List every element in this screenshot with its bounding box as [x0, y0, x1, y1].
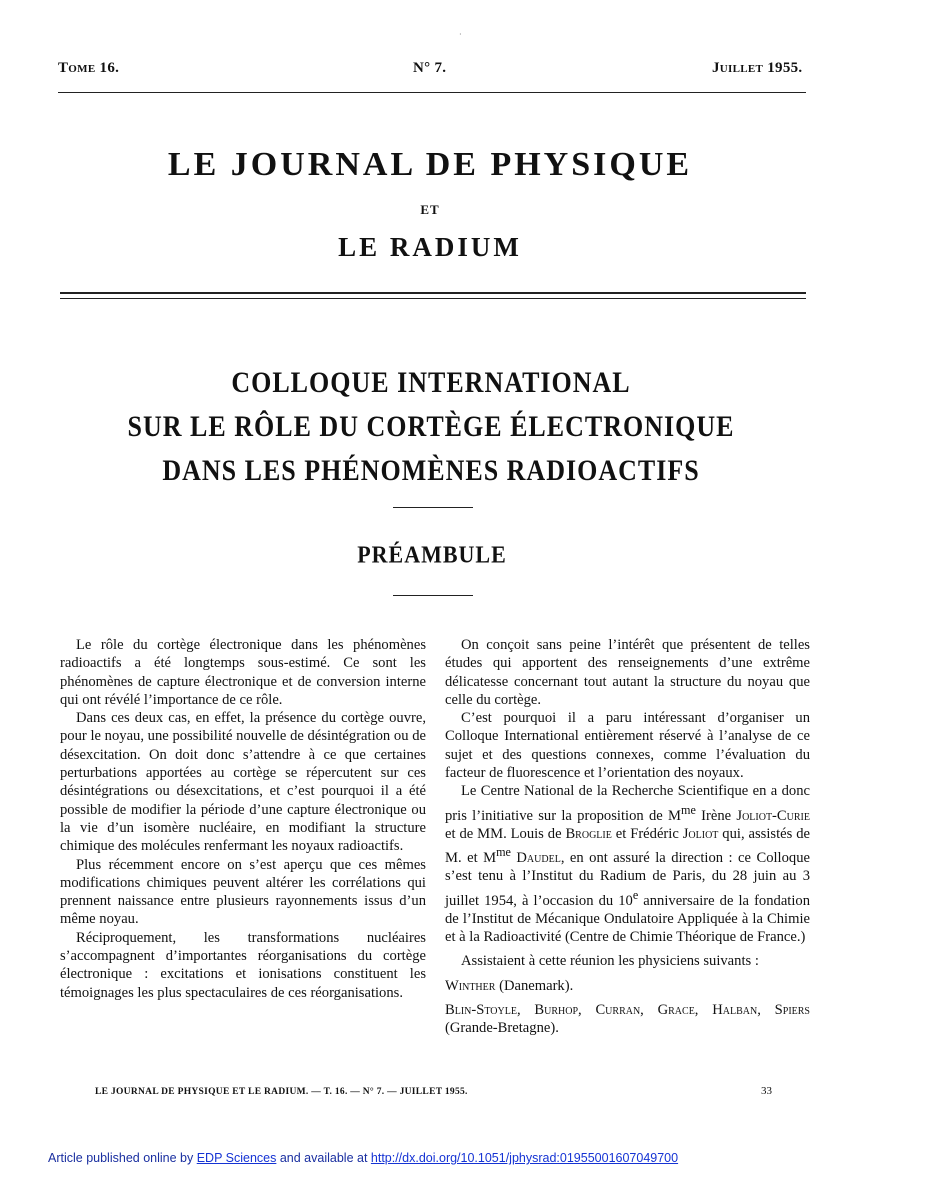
paragraph: Le rôle du cortège électronique dans les phénomènes radioactifs a été longtemps sous-estimé. Ce sont les phénomènes de capture électronique et de conversion interne qui ont révélé l’importance de ce rôle.: [60, 637, 426, 708]
header-tome: Tome 16.: [58, 60, 120, 76]
journal-subtitle: LE RADIUM: [338, 232, 522, 262]
left-column: [60, 636, 426, 1002]
paragraph-centre-national: Le Centre National de la Recherche Scientifique en a donc pris l’initiative sur la proposition de $M^{me}$ Irène Joliot-Curie et de MM. Louis de Broglie et Frédéric Joliot qui, assistés de M. et $M^{me}$ Daudel, en ont assuré la direction : ce Colloque s’est tenu à l’Institut du Radium de Paris, du 28 juin au 3 juillet 1954, à l’occasion du 10e anniversaire de la fondation de l’Institut de Mécanique Ondulatoire Appliquée à la Chimie et à la Radioactivité (Centre de Chimie Théorique de France.): [445, 783, 810, 946]
paragraph: Dans ces deux cas, en effet, la présence du cortège ouvre, pour le noyau, une possibilité nouvelle de désintégration ou de désexcitation. On doit donc s’attendre à ce que certaines perturbations apportées au cortège se répercutent sur ces désintégrations ou désexcitations, et c’est pourquoi il a été possible de modifier la période d’une capture électronique ou la vie d’un isomère nucléaire, en modifiant la structure chimique des molécules renfermant les noyaux radioactifs.: [60, 710, 426, 855]
title-separator: [393, 507, 473, 508]
colloque-title-line-2: SUR LE RÔLE DU CORTÈGE ÉLECTRONIQUE: [127, 410, 735, 443]
colloque-title-line-3: DANS LES PHÉNOMÈNES RADIOACTIFS: [162, 454, 700, 487]
colloque-title-line-1: COLLOQUE INTERNATIONAL: [231, 366, 631, 399]
paragraph: On conçoit sans peine l’intérêt que présentent de telles études qui apportent des renseignements d’une extrême délicatesse concernant tout autant la structure du noyau que celle du cortège.: [445, 637, 810, 708]
header-rule: [58, 92, 806, 93]
header-numero: N° 7.: [413, 60, 447, 76]
paragraph: Plus récemment encore on s’est aperçu que ces mêmes modifications chimiques peuvent altérer les corrélations qui prennent naissance entre plusieurs rayonnements issus d’un même noyau.: [60, 856, 426, 928]
footer-citation: LE JOURNAL DE PHYSIQUE ET LE RADIUM. — T. 16. — N° 7. — JUILLET 1955.: [95, 1087, 468, 1097]
participant-entry: Blin-Stoyle, Burhop, Curran, Grace, Halban, Spiers (Grande-Bretagne).: [445, 1001, 810, 1037]
section-heading: PRÉAMBULE: [357, 540, 507, 569]
masthead-rule-thick: [60, 292, 806, 294]
publisher-link[interactable]: EDP Sciences: [196, 1151, 277, 1165]
speck-mark: ·: [459, 30, 462, 39]
publication-credit: Article published online by EDP Sciences and available at http://dx.doi.org/10.1051/jphysrad:01955001607049700: [48, 1151, 679, 1165]
masthead-rule-thin: [60, 298, 806, 299]
journal-title: LE JOURNAL DE PHYSIQUE: [167, 146, 693, 183]
journal-et: ET: [420, 202, 440, 217]
header-date: Juillet 1955.: [712, 60, 803, 76]
participant-entry: Winther (Danemark).: [445, 977, 574, 994]
section-separator: [393, 595, 473, 596]
right-column: [445, 636, 810, 1038]
paragraph: Réciproquement, les transformations nucléaires s’accompagnent d’importantes réorganisations du cortège électronique : excitations et ionisations constituent les témoignages les plus spectaculaires de ces réorganisations.: [60, 929, 426, 1001]
paragraph: C’est pourquoi il a paru intéressant d’organiser un Colloque International entièrement réservé à l’analyse de ce sujet et des questions connexes, comme l’évaluation du facteur de fluorescence et l’orientation des noyaux.: [445, 710, 810, 782]
page-number: 33: [761, 1085, 772, 1097]
doi-link[interactable]: http://dx.doi.org/10.1051/jphysrad:01955001607049700: [370, 1151, 679, 1165]
paragraph: Assistaient à cette réunion les physiciens suivants :: [461, 953, 759, 970]
